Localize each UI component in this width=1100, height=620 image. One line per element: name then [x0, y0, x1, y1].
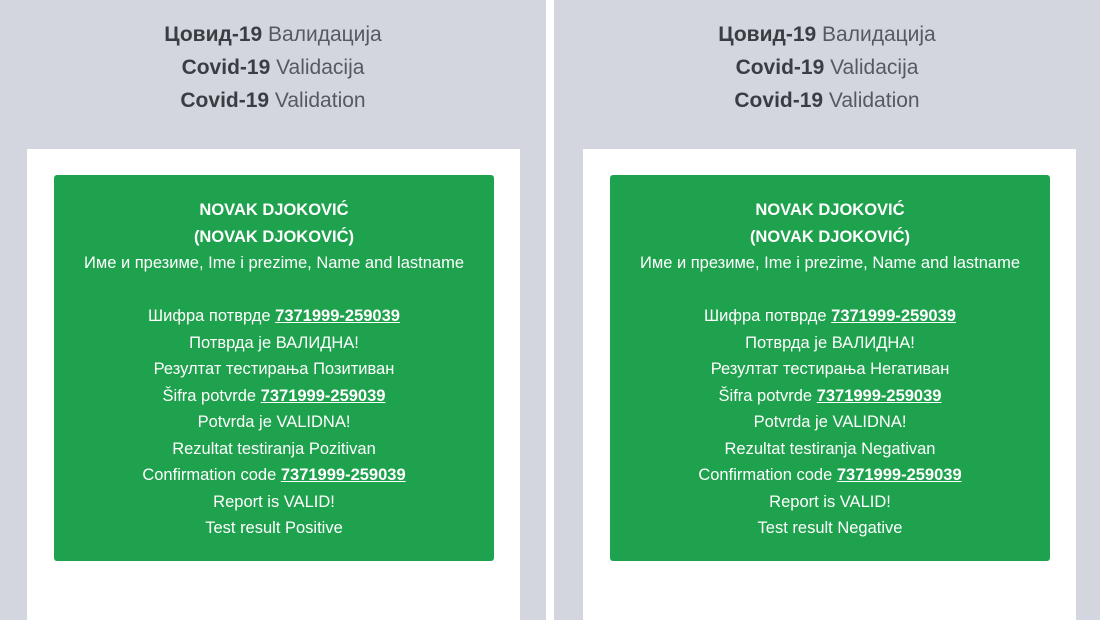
- holder-name-parenthetical: (NOVAK DJOKOVIĆ): [749, 227, 911, 246]
- validation-panel-right: [554, 0, 1100, 620]
- heading-title-rest: Validation: [828, 89, 920, 112]
- confirmation-code-link[interactable]: 7371999-259039: [816, 386, 942, 405]
- holder-name-parenthetical: (NOVAK DJOKOVIĆ): [193, 227, 355, 246]
- latin-result-text: Rezultat testiranja Negativan: [724, 439, 936, 458]
- heading-latin: [0, 51, 546, 84]
- english-result-text: Test result Negative: [757, 519, 903, 537]
- heading-cyrillic: [554, 18, 1100, 51]
- heading-title-rest: Validacija: [276, 56, 365, 79]
- latin-result-text: Rezultat testiranja Pozitivan: [172, 439, 376, 458]
- heading-title-bold: Цовид-19: [164, 23, 263, 46]
- heading-title-rest: Validation: [274, 89, 366, 112]
- english-code-row: [54, 462, 494, 489]
- latin-valid-text: Potvrda je VALIDNA!: [197, 413, 351, 431]
- validation-panel-left: [0, 0, 546, 620]
- heading-title-rest: Validacija: [830, 56, 919, 79]
- cyrillic-result-text: Резултат тестирања Негативан: [710, 360, 950, 378]
- valid-certificate-box: [610, 175, 1050, 561]
- confirmation-code-link[interactable]: 7371999-259039: [275, 307, 400, 325]
- heading-title-bold: Covid-19: [180, 89, 270, 112]
- cyrillic-valid-text: Потврда је ВАЛИДНА!: [189, 333, 359, 352]
- latin-code-row: [610, 383, 1050, 410]
- confirmation-code-link[interactable]: 7371999-259039: [260, 386, 386, 405]
- heading-latin: [554, 51, 1100, 84]
- code-label: Šifra potvrde: [162, 386, 257, 405]
- latin-code-row: [54, 383, 494, 410]
- heading-cyrillic: [0, 18, 546, 51]
- cyrillic-valid-text: Потврда је ВАЛИДНА!: [745, 333, 915, 352]
- heading-title-bold: Covid-19: [734, 89, 824, 112]
- english-valid-text: Report is VALID!: [769, 492, 891, 511]
- holder-name: NOVAK DJOKOVIĆ: [199, 201, 349, 219]
- confirmation-code-link[interactable]: 7371999-259039: [831, 307, 956, 325]
- heading-title-rest: Валидација: [822, 23, 936, 46]
- cyrillic-code-row: [610, 303, 1050, 330]
- latin-valid-text: Potvrda je VALIDNA!: [753, 413, 907, 431]
- confirmation-code-link[interactable]: 7371999-259039: [836, 466, 962, 484]
- code-label: Шифра потврде: [148, 307, 271, 325]
- page-heading: [0, 18, 546, 117]
- name-caption: Име и презиме, Ime i prezime, Name and lastname: [83, 254, 464, 272]
- code-label: Confirmation code: [698, 466, 833, 484]
- code-label: Šifra potvrde: [718, 386, 813, 405]
- code-label: Confirmation code: [142, 466, 277, 484]
- heading-title-bold: Covid-19: [181, 56, 271, 79]
- name-caption: Име и презиме, Ime i prezime, Name and lastname: [639, 254, 1020, 272]
- heading-english: [0, 84, 546, 117]
- result-card: [583, 149, 1076, 620]
- page-heading: [554, 18, 1100, 117]
- cyrillic-code-row: [54, 303, 494, 330]
- confirmation-code-link[interactable]: 7371999-259039: [280, 466, 406, 484]
- english-result-text: Test result Positive: [205, 519, 343, 537]
- holder-name: NOVAK DJOKOVIĆ: [755, 201, 905, 219]
- heading-title-bold: Covid-19: [735, 56, 825, 79]
- cyrillic-result-text: Резултат тестирања Позитиван: [153, 360, 395, 378]
- valid-certificate-box: [54, 175, 494, 561]
- english-code-row: [610, 462, 1050, 489]
- heading-english: [554, 84, 1100, 117]
- heading-title-bold: Цовид-19: [718, 23, 817, 46]
- english-valid-text: Report is VALID!: [213, 492, 335, 511]
- result-card: [27, 149, 520, 620]
- heading-title-rest: Валидација: [268, 23, 382, 46]
- code-label: Шифра потврде: [704, 307, 827, 325]
